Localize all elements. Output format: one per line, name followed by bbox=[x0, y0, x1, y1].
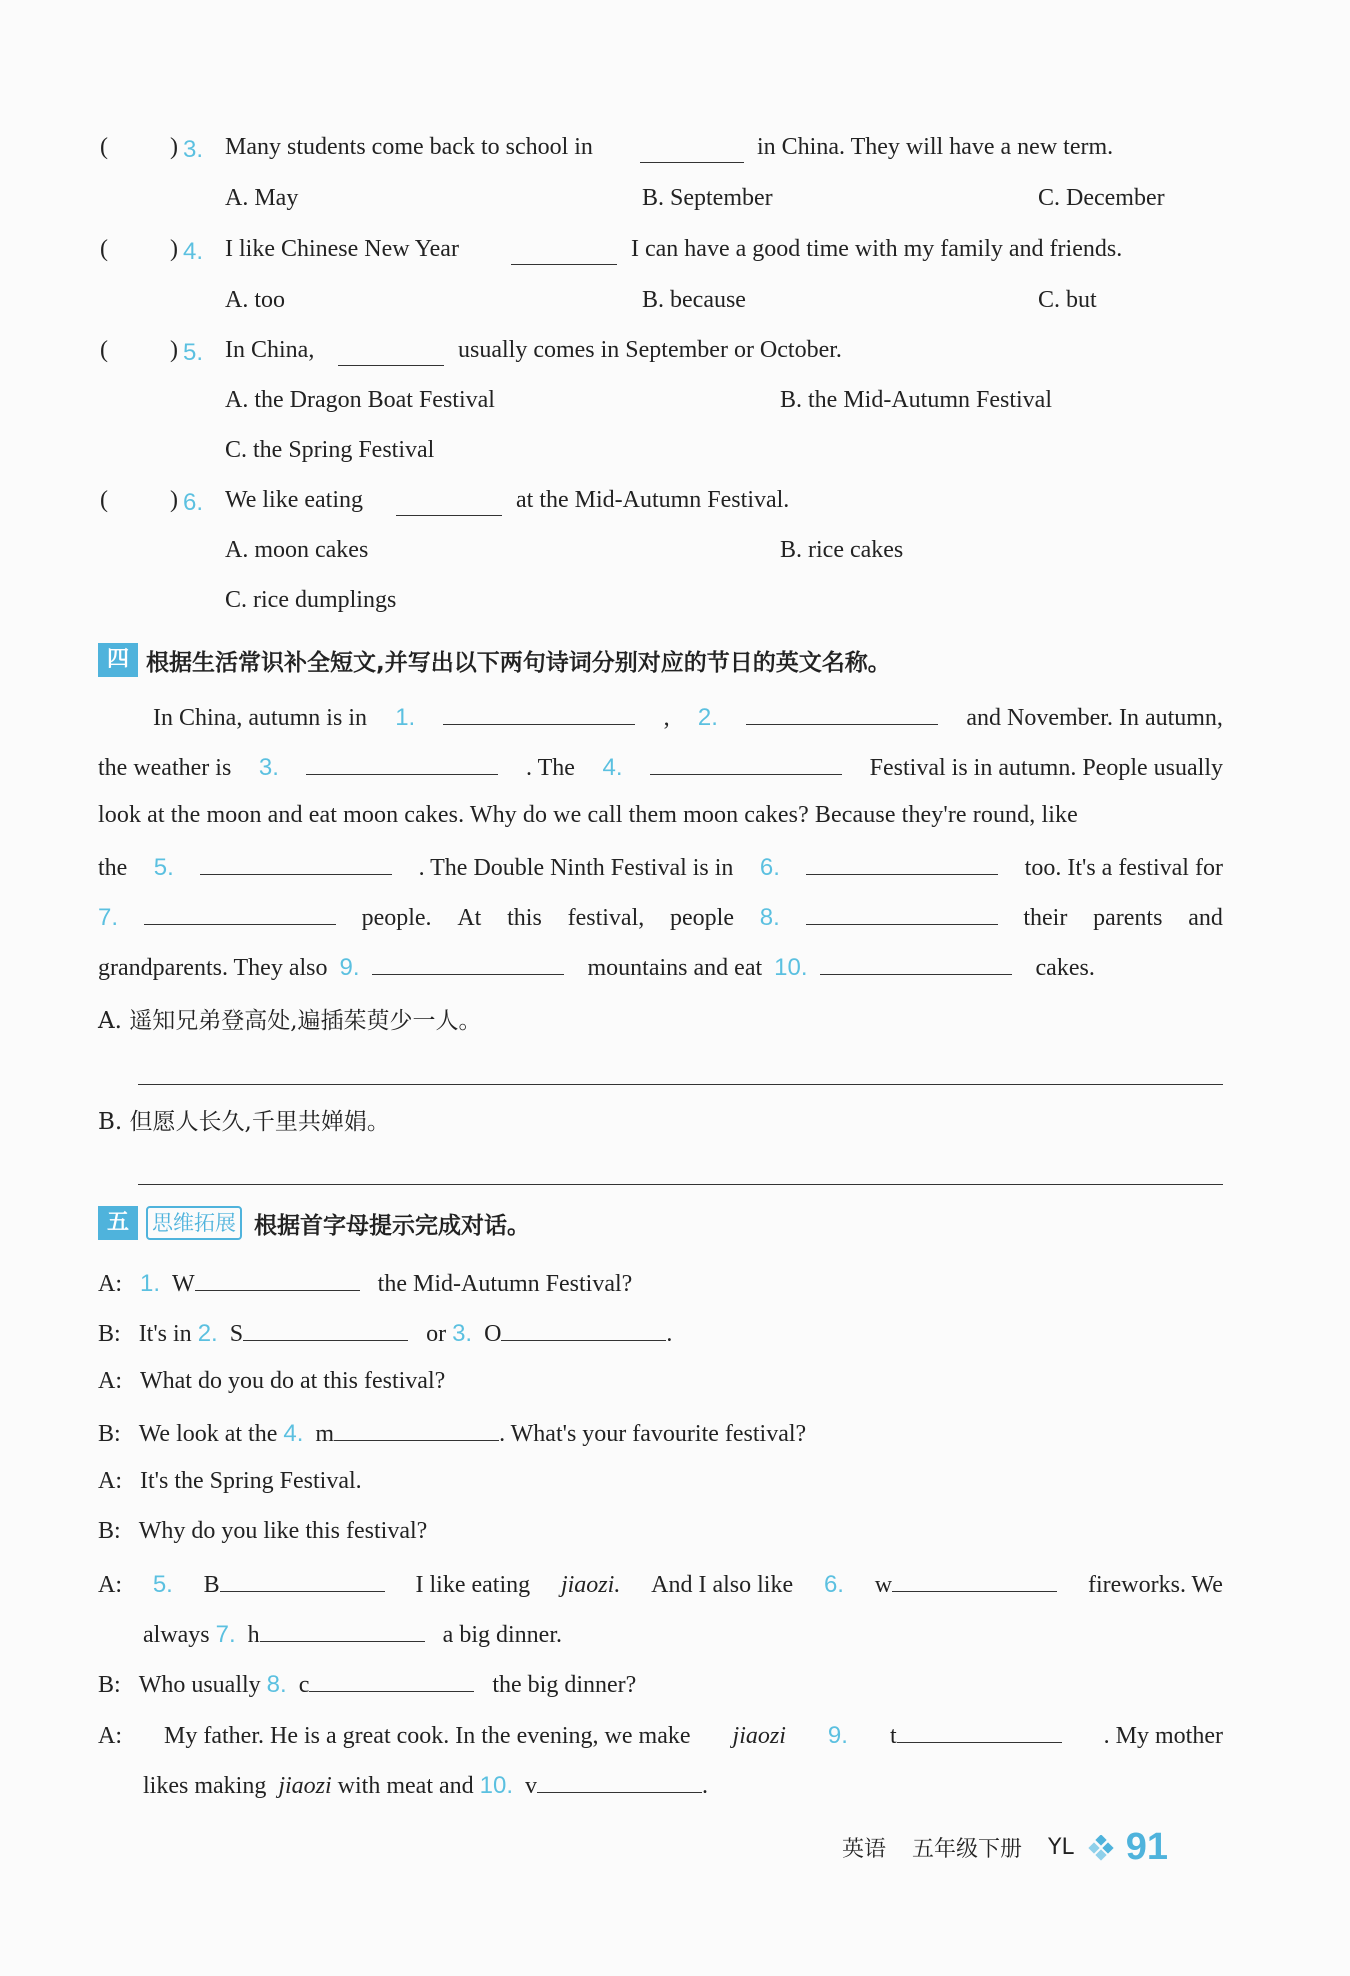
hint-letter: B bbox=[203, 1572, 220, 1598]
dialogue-text: a big dinner. bbox=[442, 1622, 562, 1648]
passage-text: . The Double Ninth Festival is in bbox=[418, 855, 734, 881]
dialogue-line bbox=[98, 1720, 1223, 1750]
speaker-label: B: bbox=[98, 1421, 121, 1447]
section-5-badge: 五 bbox=[98, 1206, 138, 1240]
question-text-post: at the Mid-Autumn Festival. bbox=[516, 487, 790, 513]
option-c[interactable]: C. the Spring Festival bbox=[225, 437, 435, 463]
dialogue-text: I like eating bbox=[415, 1572, 531, 1598]
speaker-label: A: bbox=[98, 1271, 122, 1297]
question-text-post: usually comes in September or October. bbox=[458, 337, 842, 363]
blank-number: 9. bbox=[339, 954, 360, 981]
dialogue-line bbox=[98, 1368, 445, 1395]
option-b[interactable]: B. rice cakes bbox=[780, 537, 904, 563]
question-text-pre: I like Chinese New Year bbox=[225, 236, 459, 262]
passage-blank-1[interactable] bbox=[443, 702, 635, 725]
speaker-label: A: bbox=[98, 1723, 122, 1749]
dialogue-line bbox=[98, 1468, 362, 1495]
blank-number: 7. bbox=[98, 904, 119, 931]
blank-number: 5. bbox=[153, 854, 174, 881]
poem-a: A. 遥知兄弟登高处,遍插茱萸少一人。 bbox=[98, 1008, 482, 1034]
option-c[interactable]: C. December bbox=[1038, 185, 1165, 211]
dialogue-text: the big dinner? bbox=[492, 1672, 637, 1698]
option-b[interactable]: B. because bbox=[642, 287, 746, 313]
blank-number: 5. bbox=[152, 1571, 173, 1598]
section-4-badge: 四 bbox=[98, 643, 138, 677]
dialogue-text: . What's your favourite festival? bbox=[499, 1421, 807, 1447]
dialogue-text: And I also like bbox=[651, 1572, 794, 1598]
passage-line-2 bbox=[98, 752, 1223, 782]
passage-text: people bbox=[670, 905, 734, 931]
dialogue-blank-10[interactable] bbox=[537, 1770, 702, 1793]
answer-paren-open: ( bbox=[100, 236, 108, 262]
dialogue-blank-8[interactable] bbox=[309, 1669, 474, 1692]
hint-letter: h bbox=[247, 1622, 260, 1648]
section-4-title: 根据生活常识补全短文,并写出以下两句诗词分别对应的节日的英文名称。 bbox=[146, 649, 891, 676]
passage-text: grandparents. They also bbox=[98, 955, 328, 981]
passage-text: and November. In autumn, bbox=[966, 705, 1223, 731]
option-c[interactable]: C. rice dumplings bbox=[225, 587, 397, 613]
dialogue-text: Who usually bbox=[138, 1672, 261, 1698]
thinking-extension-tag: 思维拓展 bbox=[146, 1206, 242, 1240]
passage-text: this bbox=[507, 905, 542, 931]
dialogue-text: likes making bbox=[143, 1773, 267, 1799]
option-a[interactable]: A. the Dragon Boat Festival bbox=[225, 387, 495, 413]
section-5-title: 根据首字母提示完成对话。 bbox=[254, 1212, 530, 1239]
dialogue-blank-5[interactable] bbox=[220, 1569, 385, 1592]
blank-number: 9. bbox=[827, 1722, 848, 1749]
section-5-heading bbox=[98, 1206, 530, 1240]
passage-text: and bbox=[1188, 905, 1223, 931]
dialogue-blank-7[interactable] bbox=[260, 1619, 425, 1642]
question-text-post: I can have a good time with my family and friends. bbox=[631, 236, 1123, 262]
passage-text: At bbox=[457, 905, 482, 931]
passage-line-1 bbox=[153, 702, 1223, 732]
dialogue-text: We look at the bbox=[138, 1421, 278, 1447]
blank-number: 4. bbox=[283, 1420, 304, 1447]
option-b[interactable]: B. September bbox=[642, 185, 773, 211]
question-text-pre: Many students come back to school in bbox=[225, 134, 593, 160]
blank-number: 6. bbox=[759, 854, 780, 881]
dialogue-line bbox=[98, 1669, 636, 1699]
blank-number: 10. bbox=[479, 1772, 514, 1799]
dialogue-blank-9[interactable] bbox=[897, 1720, 1062, 1743]
dialogue-line bbox=[98, 1318, 672, 1348]
question-text-post: in China. They will have a new term. bbox=[757, 134, 1114, 160]
footer-subject: 英语 bbox=[842, 1837, 887, 1862]
passage-line-4 bbox=[98, 852, 1223, 882]
blank-number: 8. bbox=[266, 1671, 287, 1698]
poem-a-answer-line[interactable] bbox=[138, 1084, 1223, 1085]
passage-text: parents bbox=[1093, 905, 1163, 931]
dialogue-text: It's in bbox=[138, 1321, 192, 1347]
option-a[interactable]: A. May bbox=[225, 185, 299, 211]
footer-grade: 五年级下册 bbox=[912, 1837, 1023, 1862]
question-text-pre: We like eating bbox=[225, 487, 364, 513]
option-c[interactable]: C. but bbox=[1038, 287, 1097, 313]
passage-blank-7[interactable] bbox=[144, 902, 336, 925]
speaker-label: B: bbox=[98, 1321, 121, 1347]
passage-text: the weather is bbox=[98, 755, 232, 781]
dialogue-text: with meat and bbox=[337, 1773, 474, 1799]
page-number: 91 bbox=[1125, 1826, 1169, 1868]
page-footer bbox=[842, 1826, 1168, 1869]
dialogue-blank-3[interactable] bbox=[501, 1318, 666, 1341]
passage-text: In China, autumn is in bbox=[153, 705, 367, 731]
blank-number: 3. bbox=[452, 1320, 473, 1347]
answer-blank[interactable] bbox=[338, 343, 444, 366]
question-text-pre: In China, bbox=[225, 337, 315, 363]
section-4-heading bbox=[98, 643, 891, 677]
hint-letter: O bbox=[484, 1321, 502, 1347]
blank-number: 2. bbox=[197, 1320, 218, 1347]
passage-text: , bbox=[663, 705, 670, 731]
dialogue-text: the Mid-Autumn Festival? bbox=[377, 1271, 633, 1297]
dialogue-text: . bbox=[666, 1321, 673, 1347]
speaker-label: A: bbox=[98, 1572, 122, 1598]
hint-letter: m bbox=[315, 1421, 335, 1447]
speaker-label: A: bbox=[98, 1468, 122, 1494]
blank-number: 8. bbox=[759, 904, 780, 931]
passage-text: festival, bbox=[567, 905, 645, 931]
passage-blank-8[interactable] bbox=[806, 902, 998, 925]
dialogue-text: or bbox=[426, 1321, 447, 1347]
passage-line-3: look at the moon and eat moon cakes. Why do we call them moon cakes? Because they're round, like bbox=[98, 802, 1078, 828]
dialogue-text-italic: jiaozi bbox=[278, 1773, 332, 1799]
hint-letter: w bbox=[874, 1572, 893, 1598]
dialogue-text-italic: jiaozi bbox=[732, 1723, 786, 1749]
dialogue-text-italic: jiaozi. bbox=[560, 1572, 621, 1598]
passage-text: the bbox=[98, 855, 128, 881]
passage-blank-3[interactable] bbox=[306, 752, 498, 775]
passage-line-5 bbox=[98, 902, 1223, 932]
passage-blank-9[interactable] bbox=[372, 952, 564, 975]
diamond-cluster-icon bbox=[1088, 1835, 1114, 1861]
speaker-label: A: bbox=[98, 1368, 122, 1394]
answer-paren-close: ) bbox=[170, 236, 178, 262]
dialogue-line bbox=[98, 1569, 1223, 1599]
option-b[interactable]: B. the Mid-Autumn Festival bbox=[780, 387, 1052, 413]
answer-paren-open: ( bbox=[100, 134, 108, 160]
answer-paren-open: ( bbox=[100, 487, 108, 513]
option-a[interactable]: A. moon cakes bbox=[225, 537, 369, 563]
blank-number: 2. bbox=[697, 704, 718, 731]
passage-blank-6[interactable] bbox=[806, 852, 998, 875]
dialogue-line bbox=[98, 1268, 632, 1298]
blank-number: 3. bbox=[258, 754, 279, 781]
passage-blank-5[interactable] bbox=[200, 852, 392, 875]
dialogue-blank-4[interactable] bbox=[334, 1418, 499, 1441]
answer-blank[interactable] bbox=[640, 140, 744, 163]
dialogue-text: . My mother bbox=[1103, 1723, 1223, 1749]
dialogue-text: What do you do at this festival? bbox=[140, 1368, 446, 1394]
dialogue-blank-1[interactable] bbox=[195, 1268, 360, 1291]
answer-paren-close: ) bbox=[170, 134, 178, 160]
blank-number: 7. bbox=[215, 1621, 236, 1648]
speaker-label: B: bbox=[98, 1672, 121, 1698]
question-number: 4. bbox=[183, 238, 204, 265]
passage-blank-2[interactable] bbox=[746, 702, 938, 725]
dialogue-line bbox=[143, 1770, 708, 1800]
passage-text: their bbox=[1023, 905, 1068, 931]
answer-blank[interactable] bbox=[511, 242, 617, 265]
poem-b: B. 但愿人长久,千里共婵娟。 bbox=[98, 1109, 390, 1135]
hint-letter: S bbox=[229, 1321, 244, 1347]
hint-letter: t bbox=[889, 1723, 897, 1749]
blank-number: 4. bbox=[602, 754, 623, 781]
blank-number: 1. bbox=[395, 704, 416, 731]
dialogue-text: fireworks. We bbox=[1087, 1572, 1223, 1598]
dialogue-line bbox=[98, 1418, 806, 1448]
hint-letter: W bbox=[172, 1271, 195, 1297]
dialogue-text: My father. He is a great cook. In the evening, we make bbox=[164, 1723, 691, 1749]
dialogue-line bbox=[98, 1518, 427, 1545]
hint-letter: c bbox=[298, 1672, 310, 1698]
blank-number: 1. bbox=[140, 1270, 161, 1297]
passage-text: Festival is in autumn. People usually bbox=[869, 755, 1223, 781]
passage-text: people. bbox=[361, 905, 432, 931]
poem-b-answer-line[interactable] bbox=[138, 1184, 1223, 1185]
answer-blank[interactable] bbox=[396, 493, 502, 516]
answer-paren-open: ( bbox=[100, 337, 108, 363]
passage-text: too. It's a festival for bbox=[1024, 855, 1223, 881]
dialogue-text: . bbox=[702, 1773, 709, 1799]
blank-number: 6. bbox=[823, 1571, 844, 1598]
answer-paren-close: ) bbox=[170, 337, 178, 363]
question-number: 5. bbox=[183, 339, 204, 366]
passage-blank-4[interactable] bbox=[650, 752, 842, 775]
passage-blank-10[interactable] bbox=[820, 952, 1012, 975]
answer-paren-close: ) bbox=[170, 487, 178, 513]
dialogue-blank-2[interactable] bbox=[243, 1318, 408, 1341]
passage-text: mountains and eat bbox=[587, 955, 763, 981]
dialogue-line bbox=[143, 1619, 562, 1649]
option-a[interactable]: A. too bbox=[225, 287, 285, 313]
hint-letter: v bbox=[525, 1773, 538, 1799]
question-number: 6. bbox=[183, 489, 204, 516]
footer-edition: YL bbox=[1048, 1835, 1074, 1860]
blank-number: 10. bbox=[774, 954, 808, 981]
passage-text: cakes. bbox=[1035, 955, 1095, 981]
dialogue-text: It's the Spring Festival. bbox=[140, 1468, 362, 1494]
dialogue-text: Why do you like this festival? bbox=[138, 1518, 428, 1544]
dialogue-text: always bbox=[143, 1622, 210, 1648]
passage-text: . The bbox=[526, 755, 575, 781]
speaker-label: B: bbox=[98, 1518, 121, 1544]
passage-line-6 bbox=[98, 952, 1095, 982]
dialogue-blank-6[interactable] bbox=[892, 1569, 1057, 1592]
question-number: 3. bbox=[183, 136, 204, 163]
